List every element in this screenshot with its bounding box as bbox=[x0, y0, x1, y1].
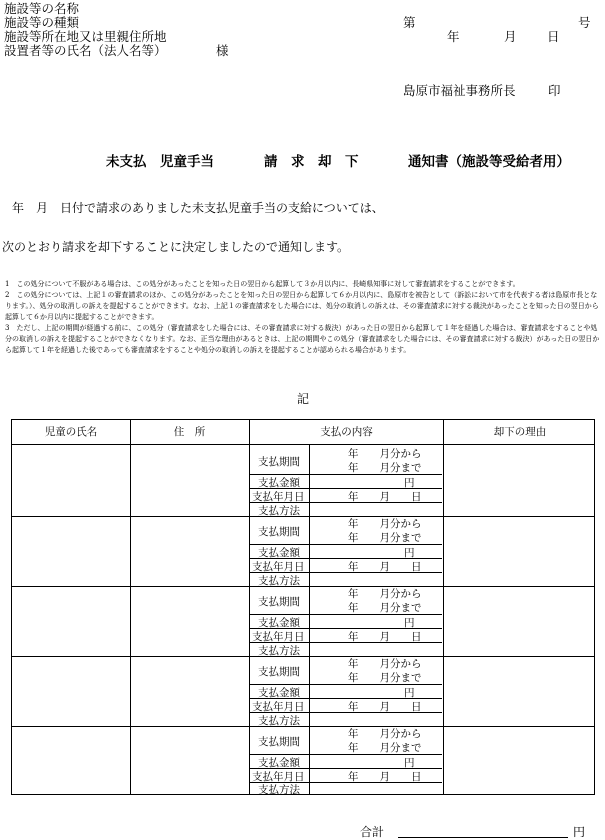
period-from: 年 月分から bbox=[348, 448, 422, 460]
header-address: 住 所 bbox=[173, 426, 206, 438]
period-to: 年 月分まで bbox=[348, 742, 422, 754]
amount-label: 支払金額 bbox=[258, 477, 300, 489]
establisher-label: 設置者等の氏名（法人名等） bbox=[4, 43, 167, 58]
payment-date: 年 月 日 bbox=[348, 631, 422, 643]
total-underline bbox=[398, 837, 568, 838]
date-label: 支払年月日 bbox=[252, 631, 305, 643]
period-from: 年 月分から bbox=[348, 728, 422, 740]
number-suffix: 号 bbox=[578, 15, 591, 30]
period-from: 年 月分から bbox=[348, 518, 422, 530]
col-divider bbox=[443, 420, 444, 794]
facility-address-label: 施設等所在地又は里親住所地 bbox=[4, 29, 167, 44]
amount-label: 支払金額 bbox=[258, 757, 300, 769]
amount-unit: 円 bbox=[404, 477, 415, 489]
period-to: 年 月分まで bbox=[348, 602, 422, 614]
note-3: 3 ただし、上記の期間が経過する前に、この処分（審査請求をした場合には、その審査請求に対する裁決）があった日の翌日から起算して１年を経過した場合は、審査請求をすることや処分の取消しの訴えを提起することができなくなります。なお、正当な理由があるときは、上記の期間やこの処分（審査請求をした場合には、その審査請求に対する裁決）があった日の翌日から起算して１年を経過した後であっても審査請求をすることや処分の取消しの訴えを提起することが認められる場合があります。 bbox=[5, 324, 600, 354]
amount-label: 支払金額 bbox=[258, 547, 300, 559]
col-divider bbox=[309, 444, 310, 794]
payment-date: 年 月 日 bbox=[348, 561, 422, 573]
row-divider bbox=[12, 586, 594, 587]
amount-unit: 円 bbox=[404, 617, 415, 629]
payment-date: 年 月 日 bbox=[348, 771, 422, 783]
header-child-name: 児童の氏名 bbox=[44, 426, 98, 438]
notes-section bbox=[5, 279, 601, 356]
title-part-1: 未支払 児童手当 bbox=[106, 154, 214, 170]
row-divider bbox=[12, 516, 594, 517]
date-year: 年 bbox=[447, 29, 460, 44]
col-divider bbox=[130, 420, 131, 794]
amount-label: 支払金額 bbox=[258, 617, 300, 629]
date-day: 日 bbox=[547, 29, 560, 44]
total-unit: 円 bbox=[573, 825, 586, 839]
date-label: 支払年月日 bbox=[252, 701, 305, 713]
period-label: 支払期間 bbox=[258, 736, 300, 748]
facility-name-label: 施設等の名称 bbox=[4, 1, 80, 16]
period-label: 支払期間 bbox=[258, 596, 300, 608]
note-1: 1 この処分について不服がある場合は、この処分があったことを知った日の翌日から起算して３か月以内に、長崎県知事に対して審査請求をすることができます。 bbox=[5, 280, 520, 288]
period-to: 年 月分まで bbox=[348, 532, 422, 544]
col-divider bbox=[249, 420, 250, 794]
row-divider bbox=[12, 726, 594, 727]
payment-date: 年 月 日 bbox=[348, 491, 422, 503]
period-to: 年 月分まで bbox=[348, 672, 422, 684]
title-part-2: 請 求 却 下 bbox=[264, 154, 359, 170]
note-2: 2 この処分については、上記１の審査請求のほか、この処分があったことを知った日の翌日から起算して６か月以内に、島原市を被告として（訴訟において市を代表する者は島原市長となります。）、処分の取消しの訴えを提起することができます。なお、上記１の審査請求をした場合には、処分の取消しの訴えは、その審査請求に対する裁決があったことを知った日の翌日から起算して６か月以内に提起することができます。 bbox=[5, 291, 599, 321]
header-rejection-reason: 却下の理由 bbox=[493, 426, 547, 438]
amount-label: 支払金額 bbox=[258, 687, 300, 699]
header-payment-content: 支払の内容 bbox=[320, 426, 373, 438]
total-label: 合計 bbox=[360, 825, 385, 839]
method-label: 支払方法 bbox=[258, 505, 300, 517]
seal-mark: 印 bbox=[548, 83, 561, 98]
method-label: 支払方法 bbox=[258, 715, 300, 727]
number-prefix: 第 bbox=[403, 15, 416, 30]
date-label: 支払年月日 bbox=[252, 561, 305, 573]
period-from: 年 月分から bbox=[348, 588, 422, 600]
body-line-2: 次のとおり請求を却下することに決定しましたので通知します。 bbox=[2, 240, 350, 254]
ki-mark: 記 bbox=[297, 392, 310, 406]
title-part-3: 通知書（施設等受給者用） bbox=[408, 154, 570, 170]
date-label: 支払年月日 bbox=[252, 771, 305, 783]
payment-table bbox=[11, 419, 595, 795]
honorific: 様 bbox=[216, 43, 229, 58]
method-label: 支払方法 bbox=[258, 784, 300, 796]
amount-unit: 円 bbox=[404, 547, 415, 559]
row-divider bbox=[12, 444, 594, 445]
amount-unit: 円 bbox=[404, 757, 415, 769]
period-label: 支払期間 bbox=[258, 666, 300, 678]
period-from: 年 月分から bbox=[348, 658, 422, 670]
method-label: 支払方法 bbox=[258, 645, 300, 657]
date-label: 支払年月日 bbox=[252, 491, 305, 503]
amount-unit: 円 bbox=[404, 687, 415, 699]
issuer-name: 島原市福祉事務所長 bbox=[403, 83, 516, 98]
payment-date: 年 月 日 bbox=[348, 701, 422, 713]
period-label: 支払期間 bbox=[258, 526, 300, 538]
body-line-1: 年 月 日付で請求のありました未支払児童手当の支給については、 bbox=[12, 201, 384, 215]
date-month: 月 bbox=[504, 29, 517, 44]
period-to: 年 月分まで bbox=[348, 462, 422, 474]
method-label: 支払方法 bbox=[258, 575, 300, 587]
period-label: 支払期間 bbox=[258, 456, 300, 468]
row-divider bbox=[12, 656, 594, 657]
facility-type-label: 施設等の種類 bbox=[4, 15, 80, 30]
